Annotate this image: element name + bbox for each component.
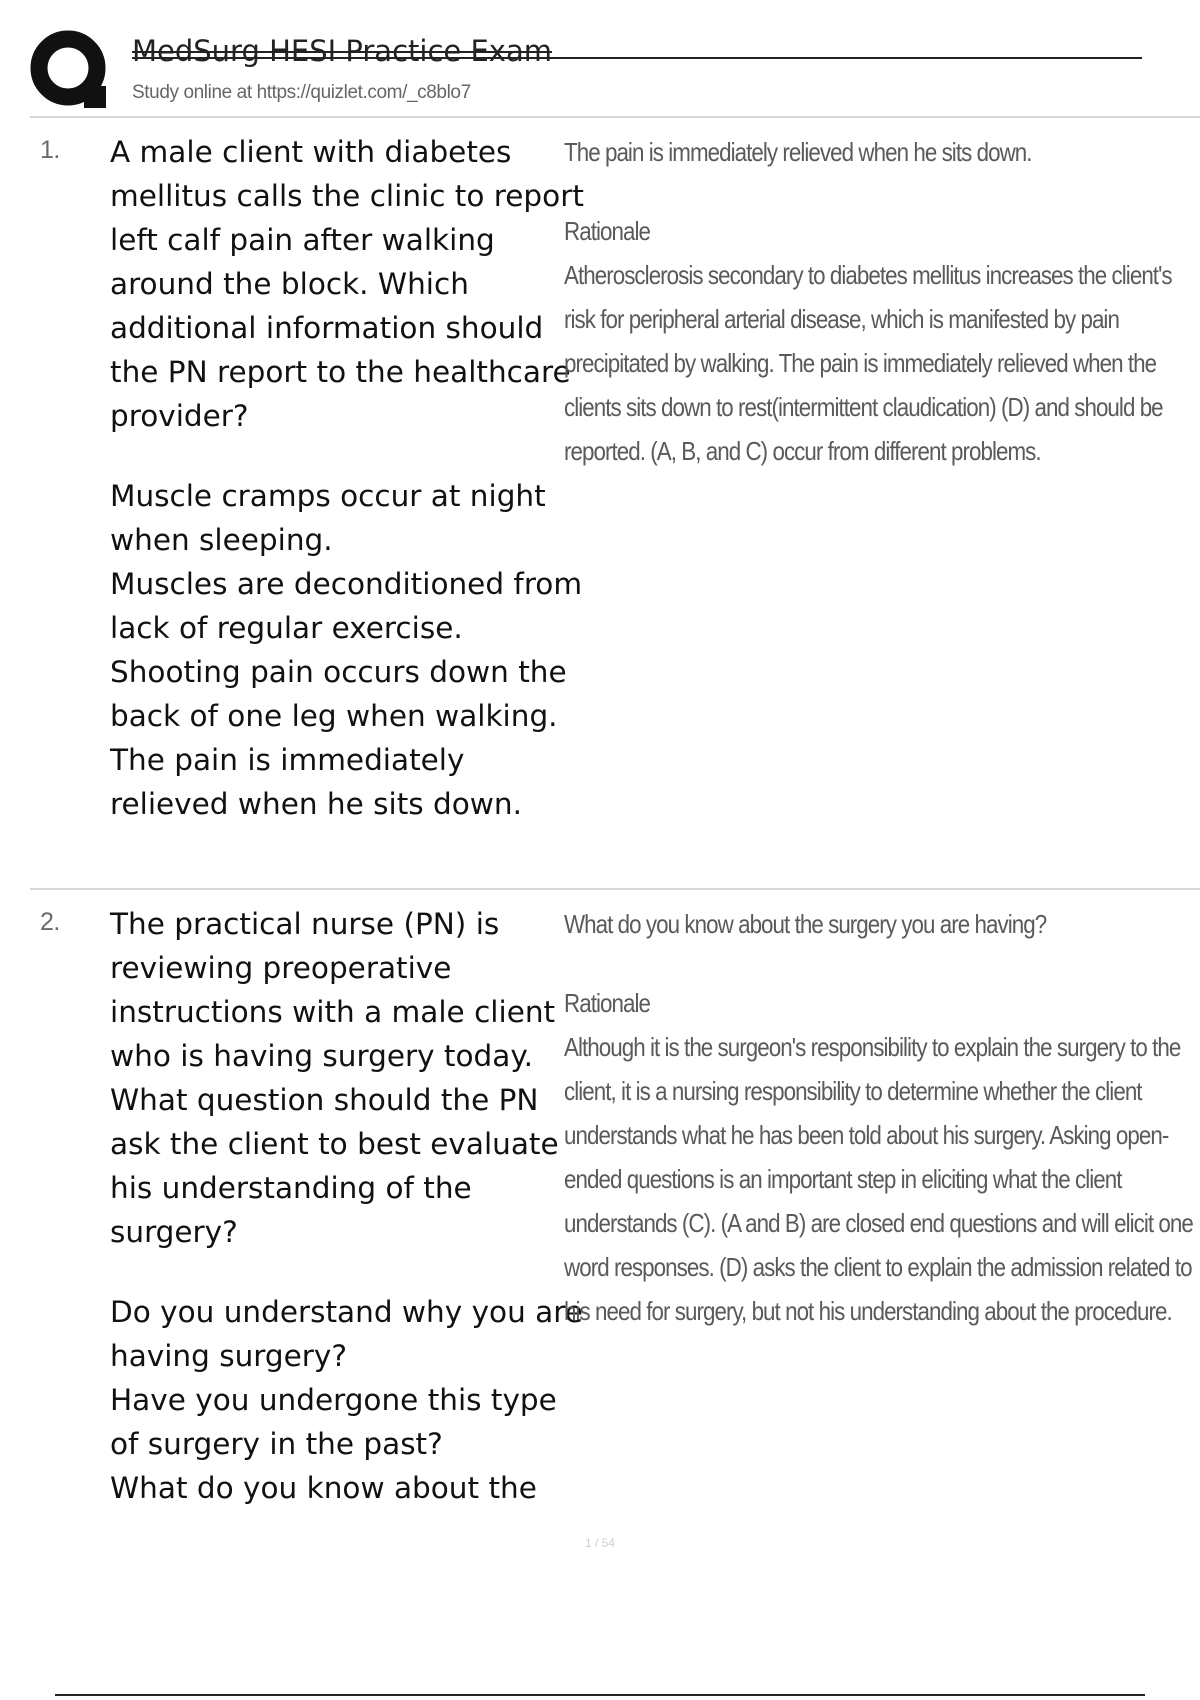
- rationale-text: Although it is the surgeon's responsibility to explain the surgery to the client, it is a nursing responsibility to determine whether the client understands what he has been told about his surgery. Asking open-ended questions is an important step in eliciting what the client understands (C). (A and B) are closed end questions and will elicit one word responses. (D) asks the client to explain the admission related to his need for surgery, but not his understanding about the procedure.: [564, 1032, 1193, 1326]
- page-number: 1 / 54: [584, 1536, 616, 1550]
- question-text: A male client with diabetes mellitus calls the clinic to report left calf pain after walking around the block. Which additional information should the PN report to the healthcare provider?: [110, 135, 584, 433]
- card-number: 2.: [40, 908, 60, 936]
- card-divider: [30, 888, 1200, 890]
- card-definition: [564, 902, 1200, 1333]
- rationale-label: Rationale: [564, 988, 650, 1018]
- option-a: Muscle cramps occur at night when sleeping.: [110, 479, 546, 557]
- question-text: The practical nurse (PN) is reviewing preoperative instructions with a male client who is having surgery today. What question should the PN ask the client to best evaluate his understanding of the surgery?: [110, 907, 559, 1249]
- option-a: Do you understand why you are having surgery?: [110, 1295, 583, 1373]
- study-online-link[interactable]: Study online at https://quizlet.com/_c8blo7: [132, 82, 471, 103]
- option-c: What do you know about the: [110, 1471, 537, 1505]
- quizlet-logo-icon: [30, 28, 112, 112]
- header-divider: [30, 116, 1200, 118]
- rationale-text: Atherosclerosis secondary to diabetes mellitus increases the client's risk for peripheral arterial disease, which is manifested by pain precipitated by walking. The pain is immediately relieved when the clients sits down to rest(intermittent claudication) (D) and should be reported. (A, B, and C) occur from different problems.: [564, 260, 1172, 466]
- rationale-label: Rationale: [564, 216, 650, 246]
- option-b: Muscles are deconditioned from lack of regular exercise.: [110, 567, 583, 645]
- quizlet-q-icon: [30, 28, 112, 112]
- document-title: MedSurg HESI Practice Exam: [132, 34, 552, 68]
- correct-answer: The pain is immediately relieved when he sits down.: [564, 137, 1032, 167]
- title-rule: [132, 57, 1142, 59]
- option-c: Shooting pain occurs down the back of one leg when walking.: [110, 655, 567, 733]
- footer-rule: [55, 1694, 1145, 1696]
- card-term: [110, 902, 585, 1510]
- card-number: 1.: [40, 136, 60, 164]
- option-b: Have you undergone this type of surgery in the past?: [110, 1383, 557, 1461]
- card-term: [110, 130, 585, 826]
- option-d: The pain is immediately relieved when he sits down.: [110, 743, 523, 821]
- answer-options: [110, 1290, 585, 1510]
- correct-answer: What do you know about the surgery you are having?: [564, 909, 1047, 939]
- card-definition: [564, 130, 1200, 473]
- answer-options: [110, 474, 585, 826]
